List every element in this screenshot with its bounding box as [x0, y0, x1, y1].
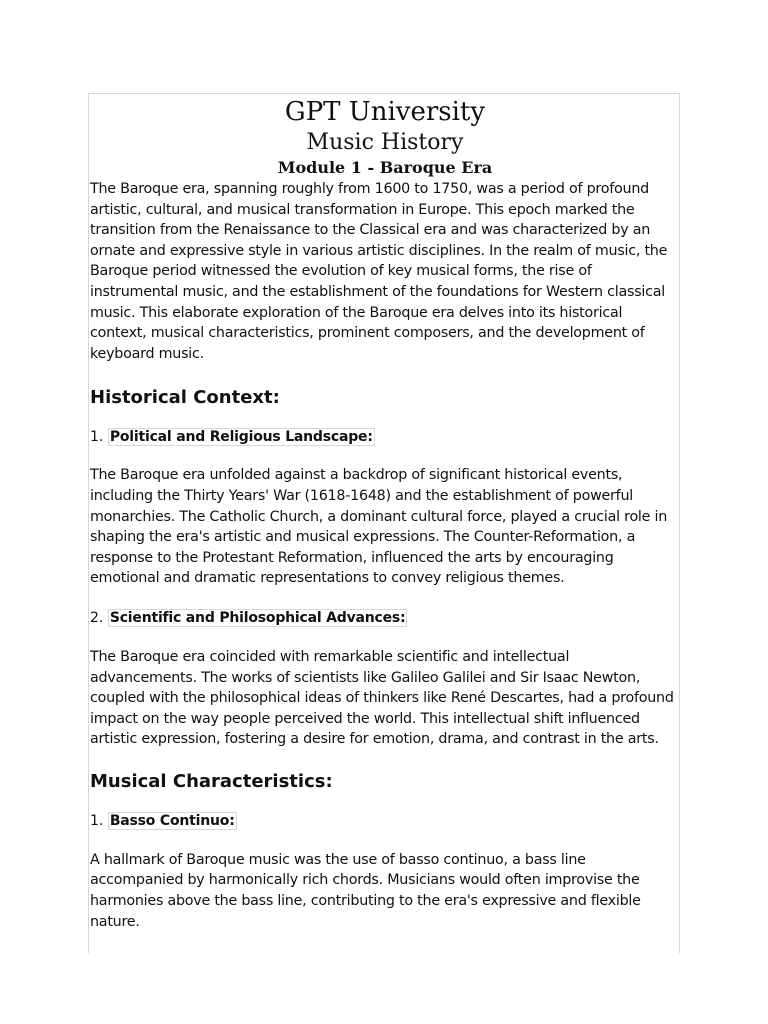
scientific-philosophical-paragraph: The Baroque era coincided with remarkable scientific and intellectual advancements. The works of scientists like Galileo Galilei and Sir Isaac Newton, coupled with the philosophical ideas of thinkers like René Descartes, had a profound impact on the way people perceived the world. This intellectual shift influenced artistic expression, fostering a desire for emotion, drama, and contrast in the arts.	[90, 648, 674, 748]
subsection-title: Scientific and Philosophical Advances:	[109, 609, 406, 626]
section-heading-musical-characteristics: Musical Characteristics:	[90, 770, 333, 792]
subsection-title: Basso Continuo:	[109, 812, 235, 829]
title-block	[90, 96, 680, 179]
subsection-number: 1.	[90, 812, 104, 829]
political-religious-paragraph: The Baroque era unfolded against a backdrop of significant historical events, including the Thirty Years' War (1618-1648) and the establishment of powerful monarchies. The Catholic Church, a dominant cultural force, played a crucial role in shaping the era's artistic and musical expressions. The Counter-Reformation, a response to the Protestant Reformation, influenced the arts by encouraging emotional and dramatic representations to convey religious themes.	[90, 467, 668, 587]
document-content	[90, 94, 680, 932]
subsection-title: Political and Religious Landscape:	[109, 429, 373, 446]
institution-title: GPT University	[284, 97, 486, 127]
subsection-scientific-philosophical	[90, 608, 680, 628]
subsection-number: 2.	[90, 609, 104, 626]
subsection-number: 1.	[90, 429, 104, 446]
module-title: Module 1 - Baroque Era	[277, 158, 493, 177]
subsection-political-religious	[90, 427, 680, 447]
basso-continuo-paragraph: A hallmark of Baroque music was the use of basso continuo, a bass line accompanied by harmonically rich chords. Musicians would often improvise the harmonies above the bass line, contributing to the era's expressive and flexible nature.	[90, 851, 641, 930]
subsection-basso-continuo	[90, 811, 680, 831]
intro-paragraph: The Baroque era, spanning roughly from 1600 to 1750, was a period of profound artistic, cultural, and musical transformation in Europe. This epoch marked the transition from the Renaissance to the Classical era and was characterized by an ornate and expressive style in various artistic disciplines. In the realm of music, the Baroque period witnessed the evolution of key musical forms, the rise of instrumental music, and the establishment of the foundations for Western classical music. This elaborate exploration of the Baroque era delves into its historical context, musical characteristics, prominent composers, and the development of keyboard music.	[90, 181, 668, 362]
section-heading-historical-context: Historical Context:	[90, 387, 280, 409]
course-title: Music History	[306, 130, 464, 155]
